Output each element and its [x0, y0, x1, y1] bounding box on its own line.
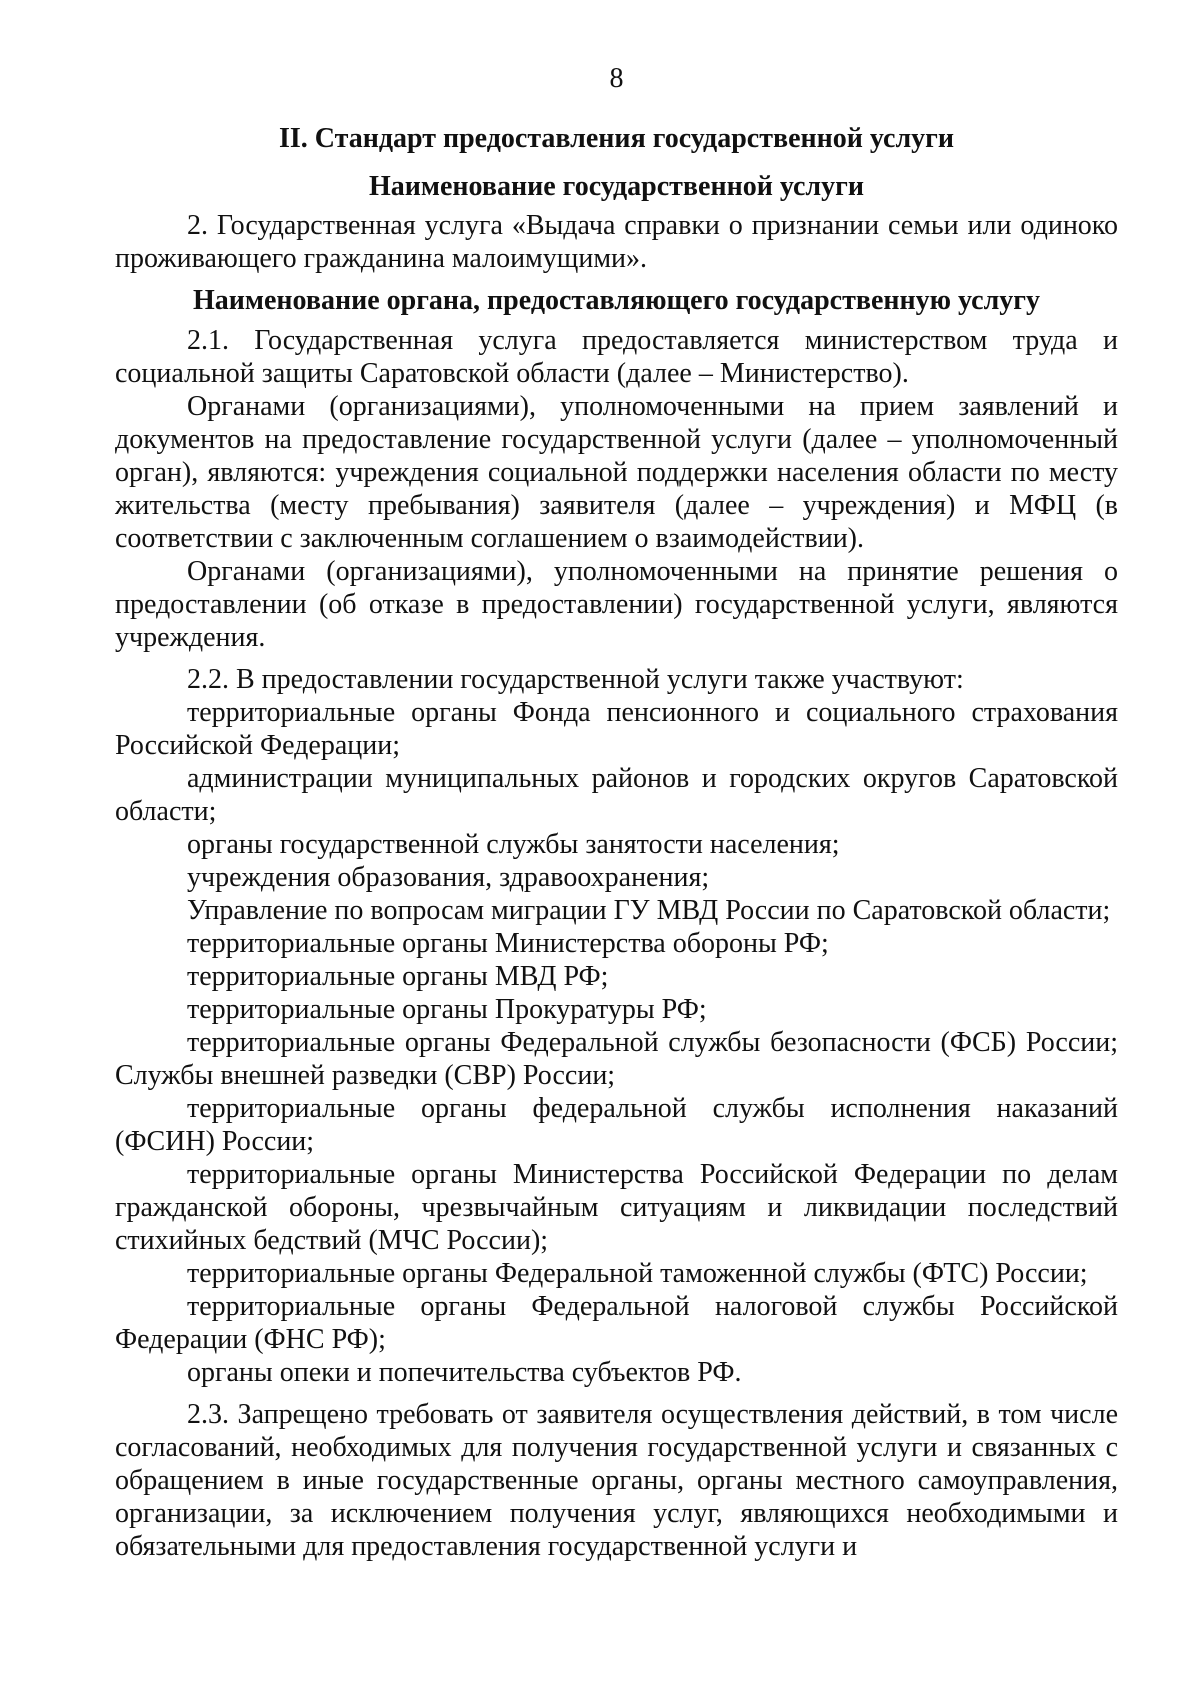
paragraph-organs-receive: Органами (организациями), уполномоченными на прием заявлений и документов на предоставление государственной услуги (далее – уполномоченный орган), являются: учреждения социальной поддержки населения области по месту жительства (месту пребывания) заявителя (далее – учреждения) и МФЦ (в соответствии с заключенным соглашением о взаимодействии).: [115, 391, 1118, 554]
participant-item: территориальные органы Федеральной службы безопасности (ФСБ) России; Службы внешней разведки (СВР) России;: [115, 1027, 1118, 1091]
subtitle-service-name: Наименование государственной услуги: [369, 171, 864, 202]
participant-item: учреждения образования, здравоохранения;: [187, 862, 710, 893]
participant-item: территориальные органы Министерства Российской Федерации по делам гражданской обороны, чрезвычайным ситуациям и ликвидации последствий стихийных бедствий (МЧС России);: [115, 1159, 1118, 1256]
paragraph-organs-decide: Органами (организациями), уполномоченными на принятие решения о предоставлении (об отказе в предоставлении) государственной услуги, являются учреждения.: [115, 556, 1118, 653]
participant-item: администрации муниципальных районов и городских округов Саратовской области;: [115, 763, 1118, 827]
paragraph-2-3: 2.3. Запрещено требовать от заявителя осуществления действий, в том числе согласований, необходимых для получения государственной услуги и связанных с обращением в иные государственные органы, органы местного самоуправления, организации, за исключением получения услуг, являющихся необходимыми и обязательными для предоставления государственной услуги и: [115, 1399, 1118, 1562]
participant-item: территориальные органы Прокуратуры РФ;: [187, 994, 707, 1025]
participant-item: территориальные органы федеральной службы исполнения наказаний (ФСИН) России;: [115, 1093, 1118, 1157]
participant-item: территориальные органы Министерства обороны РФ;: [187, 928, 829, 959]
paragraph-2: 2. Государственная услуга «Выдача справки о признании семьи или одиноко проживающего гражданина малоимущими».: [115, 210, 1118, 274]
paragraph-2-2: 2.2. В предоставлении государственной услуги также участвуют:: [187, 664, 964, 695]
page-number: 8: [609, 63, 624, 94]
participant-item: органы государственной службы занятости населения;: [187, 829, 840, 860]
participant-item: Управление по вопросам миграции ГУ МВД России по Саратовской области;: [187, 895, 1111, 926]
participant-item: территориальные органы МВД РФ;: [187, 961, 609, 992]
participant-item: территориальные органы Федеральной таможенной службы (ФТС) России;: [187, 1258, 1088, 1289]
participant-item: территориальные органы Федеральной налоговой службы Российской Федерации (ФНС РФ);: [115, 1291, 1118, 1355]
paragraph-2-1: 2.1. Государственная услуга предоставляется министерством труда и социальной защиты Саратовской области (далее – Министерство).: [115, 325, 1118, 389]
section-title: II. Стандарт предоставления государственной услуги: [278, 123, 955, 154]
subtitle-authority: Наименование органа, предоставляющего государственную услугу: [192, 285, 1041, 316]
participant-item: органы опеки и попечительства субъектов РФ.: [187, 1357, 742, 1388]
participant-item: территориальные органы Фонда пенсионного и социального страхования Российской Федерации;: [115, 697, 1118, 761]
